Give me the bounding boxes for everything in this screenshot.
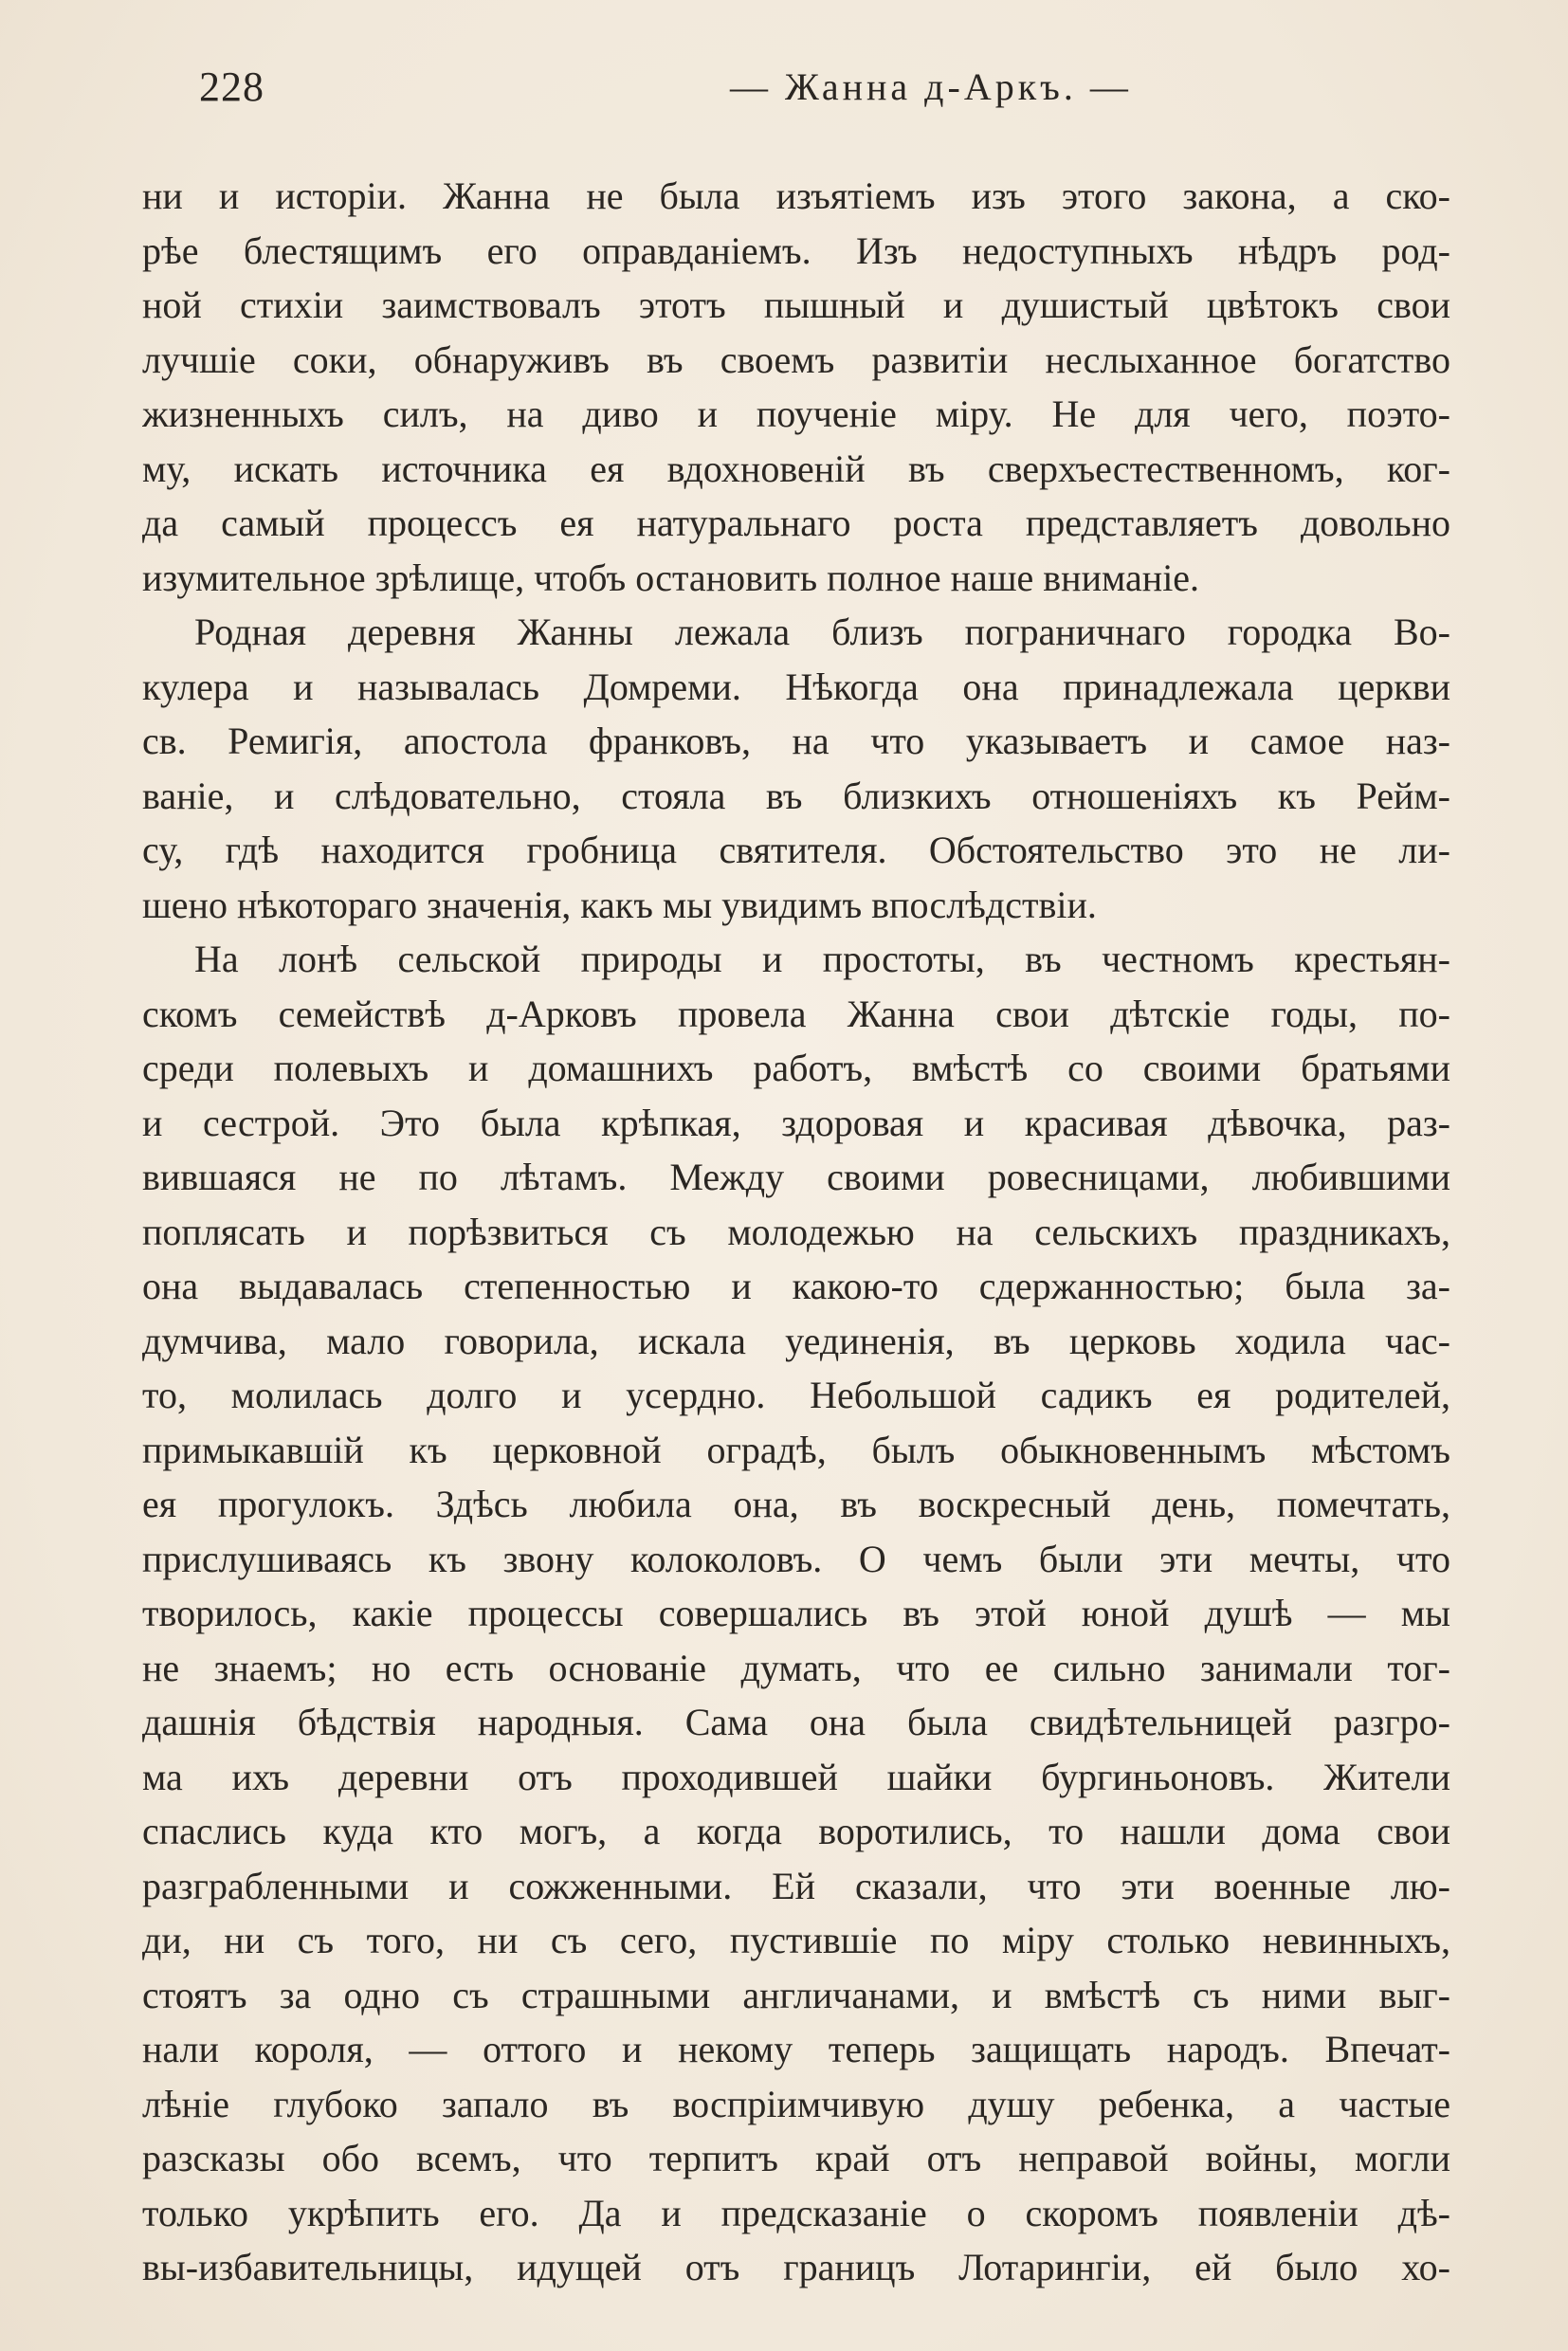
text-line: су, гдѣ находится гробница святителя. Обстоятельство это не ли- (142, 829, 1450, 871)
text-line: ной стихіи заимствовалъ этотъ пышный и душистый цвѣтокъ свои (142, 283, 1450, 326)
text-line: только укрѣпить его. Да и предсказаніе о скоромъ появленіи дѣ- (142, 2191, 1450, 2234)
text-line: творилось, какіе процессы совершались въ этой юной душѣ — мы (142, 1592, 1450, 1634)
text-line: спаслись куда кто могъ, а когда воротились, то нашли дома свои (142, 1810, 1450, 1852)
running-title: — Жанна д-Аркъ. — (730, 65, 1132, 108)
text-line: да самый процессъ ея натуральнаго роста представляетъ довольно (142, 501, 1450, 544)
text-line: лѣніе глубоко запало въ воспріимчивую душу ребенка, а частые (142, 2082, 1450, 2125)
text-line: то, молилась долго и усердно. Небольшой садикъ ея родителей, (142, 1374, 1450, 1416)
text-line: му, искать источника ея вдохновеній въ сверхъестественномъ, ког- (142, 447, 1450, 490)
text-line: прислушиваясь къ звону колоколовъ. О чемъ были эти мечты, что (142, 1537, 1450, 1580)
text-line: примыкавшій къ церковной оградѣ, былъ обыкновеннымъ мѣстомъ (142, 1428, 1450, 1471)
text-line: думчива, мало говорила, искала уединенія, въ церковь ходила час- (142, 1319, 1450, 1362)
page-number: 228 (199, 64, 264, 110)
text-line: ди, ни съ того, ни съ сего, пустившіе по міру столько невинныхъ, (142, 1919, 1450, 1961)
text-line: дашнія бѣдствія народныя. Сама она была свидѣтельницей разгро- (142, 1701, 1450, 1743)
text-line: вы-избавительницы, идущей отъ границъ Лотарингіи, ей было хо- (142, 2246, 1450, 2288)
text-line: нали короля, — оттого и некому теперь защищать народъ. Впечат- (142, 2028, 1450, 2070)
text-line: ма ихъ деревни отъ проходившей шайки бургиньоновъ. Жители (142, 1755, 1450, 1798)
text-line: Родная деревня Жанны лежала близъ пограничнаго городка Во- (194, 611, 1450, 653)
text-line: не знаемъ; но есть основаніе думать, что ее сильно занимали тог- (142, 1646, 1450, 1689)
text-line: жизненныхъ силъ, на диво и поученіе міру. Не для чего, поэто- (142, 392, 1450, 435)
text-line: среди полевыхъ и домашнихъ работъ, вмѣстѣ со своими братьями (142, 1047, 1450, 1089)
text-line: ни и исторіи. Жанна не была изъятіемъ изъ этого закона, а ско- (142, 174, 1450, 217)
text-line: и сестрой. Это была крѣпкая, здоровая и красивая дѣвочка, раз- (142, 1101, 1450, 1144)
text-line: она выдавалась степенностью и какою-то сдержанностью; была за- (142, 1265, 1450, 1307)
text-line: разграбленными и сожженными. Ей сказали, что эти военные лю- (142, 1864, 1450, 1907)
page-header (199, 59, 1460, 116)
text-line: кулера и называлась Домреми. Нѣкогда она принадлежала церкви (142, 665, 1450, 708)
text-line: На лонѣ сельской природы и простоты, въ честномъ крестьян- (194, 938, 1450, 980)
text-line: разсказы обо всемъ, что терпитъ край отъ неправой войны, могли (142, 2137, 1450, 2179)
text-line: изумительное зрѣлище, чтобъ остановить полное наше вниманіе. (142, 556, 1200, 599)
body-text (142, 169, 1450, 2295)
text-line: лучшіе соки, обнаруживъ въ своемъ развитіи неслыханное богатство (142, 337, 1450, 381)
text-line: св. Ремигія, апостола франковъ, на что указываетъ и самое наз- (142, 720, 1450, 762)
text-line: стоятъ за одно съ страшными англичанами, и вмѣстѣ съ ними выг- (142, 1973, 1450, 2016)
text-line: ея прогулокъ. Здѣсь любила она, въ воскресный день, помечтать, (142, 1483, 1450, 1525)
text-line: ваніе, и слѣдовательно, стояла въ близкихъ отношеніяхъ къ Рейм- (142, 774, 1450, 817)
text-line: вившаяся не по лѣтамъ. Между своими ровесницами, любившими (142, 1156, 1450, 1198)
text-line: рѣе блестящимъ его оправданіемъ. Изъ недоступныхъ нѣдръ род- (142, 228, 1450, 272)
text-line: шено нѣкотораго значенія, какъ мы увидимъ впослѣдствіи. (142, 883, 1097, 926)
text-line: поплясать и порѣзвиться съ молодежью на сельскихъ праздникахъ, (142, 1210, 1450, 1253)
text-line: скомъ семействѣ д-Арковъ провела Жанна свои дѣтскіе годы, по- (142, 992, 1450, 1035)
